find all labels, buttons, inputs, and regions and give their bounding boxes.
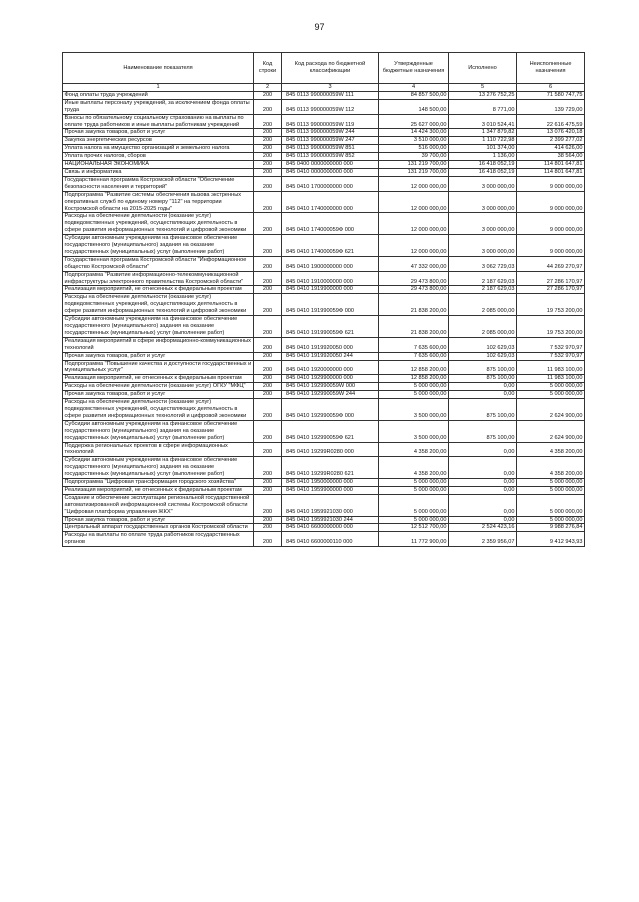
row-class-code: 845 0113 990000059W 112: [282, 99, 379, 114]
column-number: 5: [449, 84, 517, 92]
row-class-code: 845 0410 192990059W 244: [282, 391, 379, 399]
row-name: Уплата налога на имущество организаций и земельного налога: [63, 145, 254, 153]
row-unexecuted: 5 000 000,00: [517, 516, 585, 524]
row-unexecuted: 27 286 170,97: [517, 286, 585, 294]
row-unexecuted: 7 532 970,97: [517, 352, 585, 360]
column-number: 1: [63, 84, 254, 92]
row-unexecuted: 5 000 000,00: [517, 383, 585, 391]
row-executed: 2 524 423,16: [449, 524, 517, 532]
row-class-code: 845 0410 1920000000 000: [282, 360, 379, 375]
row-approved: 21 838 200,00: [379, 316, 449, 338]
row-approved: 12 000 000,00: [379, 235, 449, 257]
row-executed: 875 100,00: [449, 375, 517, 383]
row-unexecuted: 2 624 900,00: [517, 399, 585, 421]
table-row: [63, 442, 585, 457]
row-class-code: 845 0113 990000059W 852: [282, 153, 379, 161]
row-unexecuted: 5 000 000,00: [517, 391, 585, 399]
row-class-code: 845 0410 1740000000 000: [282, 191, 379, 213]
table-row: [63, 494, 585, 516]
table-row: [63, 191, 585, 213]
row-name: Субсидии автономным учреждениям на финансовое обеспечение государственного (муниципального) задания на оказание государственных (муниципальных) услуг (выполнение работ): [63, 235, 254, 257]
row-approved: 131 219 700,00: [379, 168, 449, 176]
row-line-code: 200: [254, 479, 282, 487]
table-row: [63, 294, 585, 316]
row-unexecuted: 114 801 647,81: [517, 161, 585, 169]
table-header-row: [63, 53, 585, 84]
table-row: [63, 316, 585, 338]
row-executed: 8 771,00: [449, 99, 517, 114]
row-executed: 3 000 000,00: [449, 235, 517, 257]
row-unexecuted: 7 532 970,97: [517, 337, 585, 352]
table-row: [63, 516, 585, 524]
row-executed: 0,00: [449, 383, 517, 391]
row-unexecuted: 9 988 276,84: [517, 524, 585, 532]
row-name: Подпрограмма "Цифровая трансформация городского хозяйства": [63, 479, 254, 487]
row-line-code: 200: [254, 391, 282, 399]
row-executed: 3 000 000,00: [449, 176, 517, 191]
row-approved: 148 500,00: [379, 99, 449, 114]
table-row: [63, 99, 585, 114]
row-line-code: 200: [254, 153, 282, 161]
row-line-code: 200: [254, 286, 282, 294]
row-approved: 5 000 000,00: [379, 516, 449, 524]
row-class-code: 845 0410 1700000000 000: [282, 176, 379, 191]
row-name: Прочая закупка товаров, работ и услуг: [63, 516, 254, 524]
row-approved: 12 000 000,00: [379, 213, 449, 235]
row-name: Реализация мероприятий, не отнесенных к федеральным проектам: [63, 286, 254, 294]
row-approved: 3 500 000,00: [379, 420, 449, 442]
table-row: [63, 168, 585, 176]
row-unexecuted: 414 626,00: [517, 145, 585, 153]
row-class-code: 845 0410 1919920050 244: [282, 352, 379, 360]
row-class-code: 845 0410 192990059W 000: [282, 383, 379, 391]
row-line-code: 200: [254, 145, 282, 153]
row-line-code: 200: [254, 294, 282, 316]
row-unexecuted: 2 399 277,02: [517, 137, 585, 145]
row-class-code: 845 0410 0000000000 000: [282, 168, 379, 176]
budget-execution-table: [62, 52, 585, 547]
row-line-code: 200: [254, 337, 282, 352]
header-class-code: Код расхода по бюджетной классификации: [282, 53, 379, 84]
row-line-code: 200: [254, 129, 282, 137]
row-executed: 102 629,03: [449, 352, 517, 360]
row-class-code: 845 0410 1919900000 000: [282, 286, 379, 294]
row-name: Субсидии автономным учреждениям на финансовое обеспечение государственного (муниципального) задания на оказание государственных (муниципальных) услуг (выполнение работ): [63, 420, 254, 442]
row-approved: 5 000 000,00: [379, 486, 449, 494]
row-line-code: 200: [254, 91, 282, 99]
table-row: [63, 524, 585, 532]
row-unexecuted: 22 616 475,59: [517, 114, 585, 129]
row-line-code: 200: [254, 457, 282, 479]
row-name: Уплата прочих налогов, сборов: [63, 153, 254, 161]
row-class-code: 845 0410 192990059Ф 621: [282, 420, 379, 442]
table-row: [63, 91, 585, 99]
row-line-code: 200: [254, 399, 282, 421]
table-row: [63, 399, 585, 421]
table-row: [63, 420, 585, 442]
row-approved: 5 000 000,00: [379, 383, 449, 391]
row-unexecuted: 71 580 747,75: [517, 91, 585, 99]
row-unexecuted: 9 000 000,00: [517, 176, 585, 191]
row-approved: 12 858 200,00: [379, 360, 449, 375]
row-line-code: 200: [254, 524, 282, 532]
row-class-code: 845 0410 1919920050 000: [282, 337, 379, 352]
row-executed: 875 100,00: [449, 360, 517, 375]
row-name: Закупка энергетических ресурсов: [63, 137, 254, 145]
table-row: [63, 271, 585, 286]
column-number: 6: [517, 84, 585, 92]
header-name: Наименование показателя: [63, 53, 254, 84]
row-executed: 875 100,00: [449, 420, 517, 442]
row-executed: 0,00: [449, 516, 517, 524]
row-class-code: 845 0410 19299R0280 000: [282, 442, 379, 457]
row-executed: 2 187 629,03: [449, 286, 517, 294]
row-name: Связь и информатика: [63, 168, 254, 176]
row-class-code: 845 0113 990000059W 244: [282, 129, 379, 137]
table-row: [63, 145, 585, 153]
table-row: [63, 486, 585, 494]
row-executed: 875 100,00: [449, 399, 517, 421]
row-approved: 3 510 000,00: [379, 137, 449, 145]
row-class-code: 845 0410 191990059Ф 000: [282, 294, 379, 316]
row-approved: 39 700,00: [379, 153, 449, 161]
row-approved: 11 772 900,00: [379, 532, 449, 547]
table-row: [63, 137, 585, 145]
row-name: Реализация мероприятий, не отнесенных к федеральным проектам: [63, 375, 254, 383]
table-row: [63, 352, 585, 360]
row-class-code: 845 0410 1959921030 000: [282, 494, 379, 516]
row-executed: 2 085 000,00: [449, 294, 517, 316]
row-unexecuted: 9 000 000,00: [517, 213, 585, 235]
row-line-code: 200: [254, 494, 282, 516]
row-approved: 25 627 000,00: [379, 114, 449, 129]
row-unexecuted: 11 983 100,00: [517, 360, 585, 375]
row-name: Центральный аппарат государственных органов Костромской области: [63, 524, 254, 532]
table-row: [63, 337, 585, 352]
table-row: [63, 286, 585, 294]
row-name: Расходы на обеспечение деятельности (оказание услуг) подведомственных учреждений, осуществляющих деятельность в сфере развития информационных технологий и цифровой экономики: [63, 399, 254, 421]
page-number: 97: [314, 22, 325, 32]
row-line-code: 200: [254, 516, 282, 524]
row-approved: 12 858 200,00: [379, 375, 449, 383]
header-unexecuted: Неисполненные назначения: [517, 53, 585, 84]
row-name: Расходы на обеспечение деятельности (оказание услуг) подведомственных учреждений, осуществляющих деятельность в сфере развития информационных технологий и цифровой экономики: [63, 213, 254, 235]
row-name: Иные выплаты персоналу учреждений, за исключением фонда оплаты труда: [63, 99, 254, 114]
row-executed: 3 000 000,00: [449, 191, 517, 213]
row-unexecuted: 5 000 000,00: [517, 494, 585, 516]
row-line-code: 200: [254, 442, 282, 457]
row-class-code: 845 0410 1900000000 000: [282, 256, 379, 271]
row-line-code: 200: [254, 486, 282, 494]
row-executed: 1 136,00: [449, 153, 517, 161]
header-executed: Исполнено: [449, 53, 517, 84]
row-class-code: 845 0410 6600000110 000: [282, 532, 379, 547]
row-unexecuted: 44 269 270,97: [517, 256, 585, 271]
table-row: [63, 213, 585, 235]
row-executed: 2 187 629,03: [449, 271, 517, 286]
row-class-code: 845 0410 6600000000 000: [282, 524, 379, 532]
row-approved: 29 473 800,00: [379, 271, 449, 286]
row-executed: 0,00: [449, 457, 517, 479]
row-approved: 5 000 000,00: [379, 479, 449, 487]
header-approved: Утвержденные бюджетные назначения: [379, 53, 449, 84]
row-class-code: 845 0410 1910000000 000: [282, 271, 379, 286]
row-class-code: 845 0410 1959921030 244: [282, 516, 379, 524]
table-row: [63, 383, 585, 391]
row-executed: 2 085 000,00: [449, 316, 517, 338]
row-executed: 3 000 000,00: [449, 213, 517, 235]
row-executed: 0,00: [449, 442, 517, 457]
row-line-code: 200: [254, 352, 282, 360]
table-row: [63, 129, 585, 137]
table-body: [63, 91, 585, 546]
table-row: [63, 153, 585, 161]
row-approved: 21 838 200,00: [379, 294, 449, 316]
row-executed: 13 276 752,25: [449, 91, 517, 99]
row-approved: 5 000 000,00: [379, 391, 449, 399]
table-row: [63, 457, 585, 479]
row-line-code: 200: [254, 256, 282, 271]
table-row: [63, 479, 585, 487]
row-unexecuted: 4 358 200,00: [517, 442, 585, 457]
header-line-code: Код строки: [254, 53, 282, 84]
row-line-code: 200: [254, 420, 282, 442]
row-executed: 1 110 722,98: [449, 137, 517, 145]
row-line-code: 200: [254, 271, 282, 286]
row-line-code: 200: [254, 161, 282, 169]
row-class-code: 845 0410 174000059Ф 621: [282, 235, 379, 257]
row-name: Расходы на выплаты по оплате труда работников государственных органов: [63, 532, 254, 547]
row-line-code: 200: [254, 213, 282, 235]
row-name: Государственная программа Костромской области "Информационное общество Костромской области": [63, 256, 254, 271]
row-class-code: 845 0113 990000059W 119: [282, 114, 379, 129]
row-name: Расходы на обеспечение деятельности (оказание услуг) подведомственных учреждений, осуществляющих деятельность в сфере развития информационных технологий и цифровой экономики: [63, 294, 254, 316]
row-class-code: 845 0113 990000059W 851: [282, 145, 379, 153]
row-approved: 4 358 200,00: [379, 457, 449, 479]
row-class-code: 845 0410 1959900000 000: [282, 486, 379, 494]
row-line-code: 200: [254, 176, 282, 191]
row-class-code: 845 0410 191990059Ф 621: [282, 316, 379, 338]
table-row: [63, 235, 585, 257]
row-executed: 3 010 524,41: [449, 114, 517, 129]
row-line-code: 200: [254, 316, 282, 338]
row-line-code: 200: [254, 235, 282, 257]
row-approved: 3 500 000,00: [379, 399, 449, 421]
row-unexecuted: 4 358 200,00: [517, 457, 585, 479]
row-unexecuted: 19 753 200,00: [517, 316, 585, 338]
row-unexecuted: 19 753 200,00: [517, 294, 585, 316]
table-row: [63, 391, 585, 399]
row-name: Реализация мероприятий в сфере информационно-коммуникационных технологий: [63, 337, 254, 352]
row-approved: 4 358 200,00: [379, 442, 449, 457]
row-executed: 0,00: [449, 391, 517, 399]
row-name: Государственная программа Костромской области "Обеспечение безопасности населения и территорий": [63, 176, 254, 191]
column-number-row: [63, 84, 585, 92]
row-line-code: 200: [254, 532, 282, 547]
column-number: 3: [282, 84, 379, 92]
row-name: Прочая закупка товаров, работ и услуг: [63, 391, 254, 399]
row-executed: 1 347 879,82: [449, 129, 517, 137]
row-name: Реализация мероприятий, не отнесенных к федеральным проектам: [63, 486, 254, 494]
row-approved: 47 332 000,00: [379, 256, 449, 271]
table-row: [63, 375, 585, 383]
row-approved: 12 512 700,00: [379, 524, 449, 532]
row-executed: 0,00: [449, 486, 517, 494]
table-row: [63, 532, 585, 547]
row-unexecuted: 5 000 000,00: [517, 486, 585, 494]
row-class-code: 845 0410 174000059Ф 000: [282, 213, 379, 235]
row-unexecuted: 38 564,00: [517, 153, 585, 161]
row-approved: 131 219 700,00: [379, 161, 449, 169]
table-row: [63, 161, 585, 169]
column-number: 4: [379, 84, 449, 92]
row-line-code: 200: [254, 168, 282, 176]
row-executed: 102 629,03: [449, 337, 517, 352]
row-executed: 0,00: [449, 479, 517, 487]
row-unexecuted: 5 000 000,00: [517, 479, 585, 487]
row-approved: 12 000 000,00: [379, 176, 449, 191]
row-line-code: 200: [254, 99, 282, 114]
row-executed: 0,00: [449, 494, 517, 516]
table-row: [63, 256, 585, 271]
row-unexecuted: 114 801 647,81: [517, 168, 585, 176]
row-name: Прочая закупка товаров, работ и услуг: [63, 352, 254, 360]
row-executed: 16 418 052,19: [449, 168, 517, 176]
row-class-code: 845 0410 1929900000 000: [282, 375, 379, 383]
row-approved: 7 635 600,00: [379, 337, 449, 352]
column-number: 2: [254, 84, 282, 92]
row-unexecuted: 11 983 100,00: [517, 375, 585, 383]
table-row: [63, 360, 585, 375]
row-name: Прочая закупка товаров, работ и услуг: [63, 129, 254, 137]
row-approved: 29 473 800,00: [379, 286, 449, 294]
row-approved: 12 000 000,00: [379, 191, 449, 213]
row-line-code: 200: [254, 137, 282, 145]
row-class-code: 845 0400 0000000000 000: [282, 161, 379, 169]
row-unexecuted: 13 076 420,18: [517, 129, 585, 137]
row-name: Фонд оплаты труда учреждений: [63, 91, 254, 99]
row-executed: 16 418 052,19: [449, 161, 517, 169]
row-unexecuted: 139 729,00: [517, 99, 585, 114]
row-executed: 3 062 729,03: [449, 256, 517, 271]
row-name: Подпрограмма "Развитие системы обеспечения вызова экстренных оперативных служб по единому номеру "112" на территории Костромской области на 2015-2025 годы": [63, 191, 254, 213]
row-line-code: 200: [254, 375, 282, 383]
row-unexecuted: 9 000 000,00: [517, 191, 585, 213]
row-approved: 14 424 300,00: [379, 129, 449, 137]
row-executed: 101 374,00: [449, 145, 517, 153]
row-name: Подпрограмма "Развитие информационно-телекоммуникационной инфраструктуры электронного правительства Костромской области": [63, 271, 254, 286]
row-line-code: 200: [254, 114, 282, 129]
row-name: Взносы по обязательному социальному страхованию на выплаты по оплате труда работников и иные выплаты работникам учреждений: [63, 114, 254, 129]
row-name: Расходы на обеспечение деятельности (оказание услуг) ОГКУ "МФЦ": [63, 383, 254, 391]
table-row: [63, 114, 585, 129]
row-approved: 5 000 000,00: [379, 494, 449, 516]
row-unexecuted: 2 624 900,00: [517, 420, 585, 442]
row-class-code: 845 0113 990000059W 111: [282, 91, 379, 99]
row-name: Субсидии автономным учреждениям на финансовое обеспечение государственного (муниципального) задания на оказание государственных (муниципальных) услуг (выполнение работ): [63, 316, 254, 338]
row-approved: 516 000,00: [379, 145, 449, 153]
row-line-code: 200: [254, 383, 282, 391]
row-line-code: 200: [254, 360, 282, 375]
row-class-code: 845 0113 990000059W 247: [282, 137, 379, 145]
row-class-code: 845 0410 19299R0280 621: [282, 457, 379, 479]
row-approved: 84 857 500,00: [379, 91, 449, 99]
row-name: Поддержка региональных проектов в сфере информационных технологий: [63, 442, 254, 457]
row-unexecuted: 27 286 170,97: [517, 271, 585, 286]
row-line-code: 200: [254, 191, 282, 213]
row-name: Подпрограмма "Повышение качества и доступности государственных и муниципальных услуг": [63, 360, 254, 375]
row-name: НАЦИОНАЛЬНАЯ ЭКОНОМИКА: [63, 161, 254, 169]
row-unexecuted: 9 000 000,00: [517, 235, 585, 257]
row-class-code: 845 0410 192990059Ф 000: [282, 399, 379, 421]
row-name: Создание и обеспечение эксплуатации региональной государственной автоматизированной информационной системы Костромской области "Цифровая платформа управления ЖКХ": [63, 494, 254, 516]
row-class-code: 845 0410 1950000000 000: [282, 479, 379, 487]
row-name: Субсидии автономным учреждениям на финансовое обеспечение государственного (муниципального) задания на оказание государственных (муниципальных) услуг (выполнение работ): [63, 457, 254, 479]
table-row: [63, 176, 585, 191]
row-unexecuted: 9 412 943,93: [517, 532, 585, 547]
row-approved: 7 635 600,00: [379, 352, 449, 360]
row-executed: 2 359 956,07: [449, 532, 517, 547]
